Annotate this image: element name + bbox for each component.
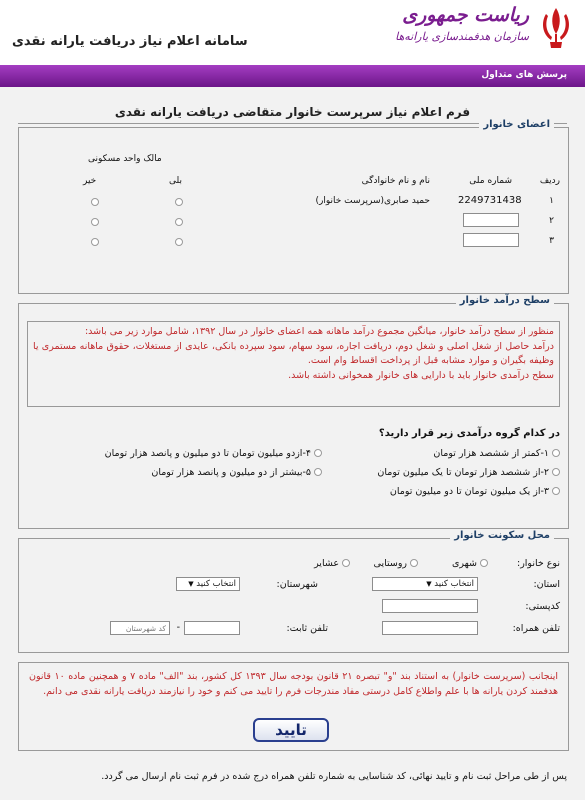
- income-paragraph: منظور از سطح درآمد خانوار، میانگین مجموع درآمد ماهانه همه اعضای خانوار در سال ۱۳۹۲، شامل موارد زیر می باشد:: [84, 326, 554, 337]
- household-type-label: نوع خانوار:: [517, 558, 560, 569]
- col-no: خیر: [83, 176, 97, 186]
- province-value: انتخاب کنید: [434, 579, 474, 589]
- header: [0, 0, 585, 64]
- confirm-statement: اینجانب (سرپرست خانوار) به استناد بند "و" تبصره ۲۱ قانون بودجه سال ۱۳۹۳ کل کشور، بند "الف" ماده ۷ و همچنین ماده ۱۰ قانون هدفمند کردن یارانه ها با علم واطلاع کامل درستی مفاد مندرجات فرم را تایید می کنم و خود را نیازمند دریافت یارانه نقدی می دانم.: [29, 671, 558, 697]
- income-description: [27, 321, 560, 407]
- row-number: ۱: [549, 196, 554, 206]
- area-code-input[interactable]: [110, 621, 170, 635]
- postal-code-label: کدپستی:: [525, 601, 560, 612]
- menu-item-faq[interactable]: پرسش های متداول: [481, 70, 567, 80]
- radio-icon: [552, 449, 560, 457]
- mobile-label: تلفن همراه:: [512, 623, 560, 634]
- col-name: نام و نام خانوادگی: [361, 176, 430, 186]
- national-id-input[interactable]: [463, 213, 519, 227]
- owner-no-radio[interactable]: [91, 238, 99, 246]
- radio-icon: [314, 449, 322, 457]
- chevron-down-icon: ▼: [188, 580, 194, 588]
- radio-icon: [342, 559, 350, 567]
- income-option-4[interactable]: ۴-ازدو میلیون تومان تا دو میلیون و پانصد هزار تومان: [105, 448, 322, 459]
- col-yes: بلی: [169, 176, 182, 186]
- phone-label: تلفن ثابت:: [286, 623, 328, 634]
- radio-icon: [410, 559, 418, 567]
- chevron-down-icon: ▼: [426, 580, 432, 588]
- org-title: ریاست جمهوری: [402, 4, 529, 26]
- county-label: شهرستان:: [276, 579, 318, 590]
- income-option-5[interactable]: ۵-بیشتر از دو میلیون و پانصد هزار تومان: [151, 467, 322, 478]
- members-section: [18, 119, 569, 294]
- form-title: فرم اعلام نیاز سرپرست خانوار متقاضی دریافت یارانه نقدی: [114, 105, 471, 119]
- income-option-3[interactable]: ۳-از یک میلیون تومان تا دو میلیون تومان: [390, 486, 560, 497]
- main-content: [0, 87, 585, 800]
- col-row: ردیف: [539, 176, 560, 186]
- income-option-1[interactable]: ۱-کمتر از ششصد هزار تومان: [433, 448, 560, 459]
- members-legend: اعضای خانوار: [479, 119, 554, 130]
- residence-section: [18, 530, 569, 653]
- income-question: در کدام گروه درآمدی زیر قرار دارید؟: [378, 428, 560, 439]
- owner-yes-radio[interactable]: [175, 218, 183, 226]
- radio-icon: [314, 468, 322, 476]
- province-select[interactable]: [372, 577, 478, 591]
- national-id-value: 2249731438: [458, 195, 522, 206]
- confirm-button[interactable]: تایید: [253, 718, 329, 742]
- radio-icon: [552, 487, 560, 495]
- col-national-id: شماره ملی: [469, 176, 512, 186]
- phone-number-input[interactable]: [184, 621, 240, 635]
- owner-no-radio[interactable]: [91, 218, 99, 226]
- type-nomadic-radio[interactable]: عشایر: [314, 558, 350, 569]
- income-paragraph: درآمد حاصل از شغل اصلی و شغل دوم، دریافت اجاره، سود سهام، سود سپرده بانکی، عایدی از مستغلات، حقوق ماهانه مستمری یا وظیفه بگیران و موارد مشابه قبل از پرداخت اقساط وام است.: [33, 340, 554, 367]
- owner-yes-radio[interactable]: [175, 198, 183, 206]
- radio-icon: [480, 559, 488, 567]
- postal-code-input[interactable]: [382, 599, 478, 613]
- member-name: حمید صابری(سرپرست خانوار): [315, 196, 430, 206]
- org-subtitle: سازمان هدفمندسازی یارانه‌ها: [395, 30, 529, 43]
- mobile-input[interactable]: [382, 621, 478, 635]
- province-label: استان:: [533, 579, 560, 590]
- income-option-2[interactable]: ۲-از ششصد هزار تومان تا یک میلیون تومان: [377, 467, 560, 478]
- residence-legend: محل سکونت خانوار: [450, 530, 554, 541]
- owner-header: مالک واحد مسکونی: [88, 154, 162, 164]
- county-select[interactable]: [176, 577, 240, 591]
- county-value: انتخاب کنید: [196, 579, 236, 589]
- radio-icon: [552, 468, 560, 476]
- owner-no-radio[interactable]: [91, 198, 99, 206]
- footer-note: پس از طی مراحل ثبت نام و تایید نهائی، کد شناسایی به شماره تلفن همراه درج شده در فرم ثبت نام ارسال می گردد.: [101, 771, 567, 782]
- income-legend: سطح درآمد خانوار: [456, 295, 554, 306]
- owner-yes-radio[interactable]: [175, 238, 183, 246]
- row-number: ۲: [549, 216, 554, 226]
- confirm-section: [18, 662, 569, 751]
- iran-emblem-icon: [537, 4, 575, 52]
- phone-dash: -: [176, 622, 180, 633]
- app-title: سامانه اعلام نیاز دریافت یارانه نقدی: [12, 34, 248, 49]
- type-rural-radio[interactable]: روستایی: [374, 558, 418, 569]
- income-section: [18, 295, 569, 529]
- row-number: ۳: [549, 236, 554, 246]
- menu-bar: [0, 65, 585, 87]
- income-paragraph: سطح درآمدی خانوار باید با دارایی های خانوار همخوانی داشته باشد.: [288, 369, 554, 381]
- national-id-input[interactable]: [463, 233, 519, 247]
- type-urban-radio[interactable]: شهری: [452, 558, 488, 569]
